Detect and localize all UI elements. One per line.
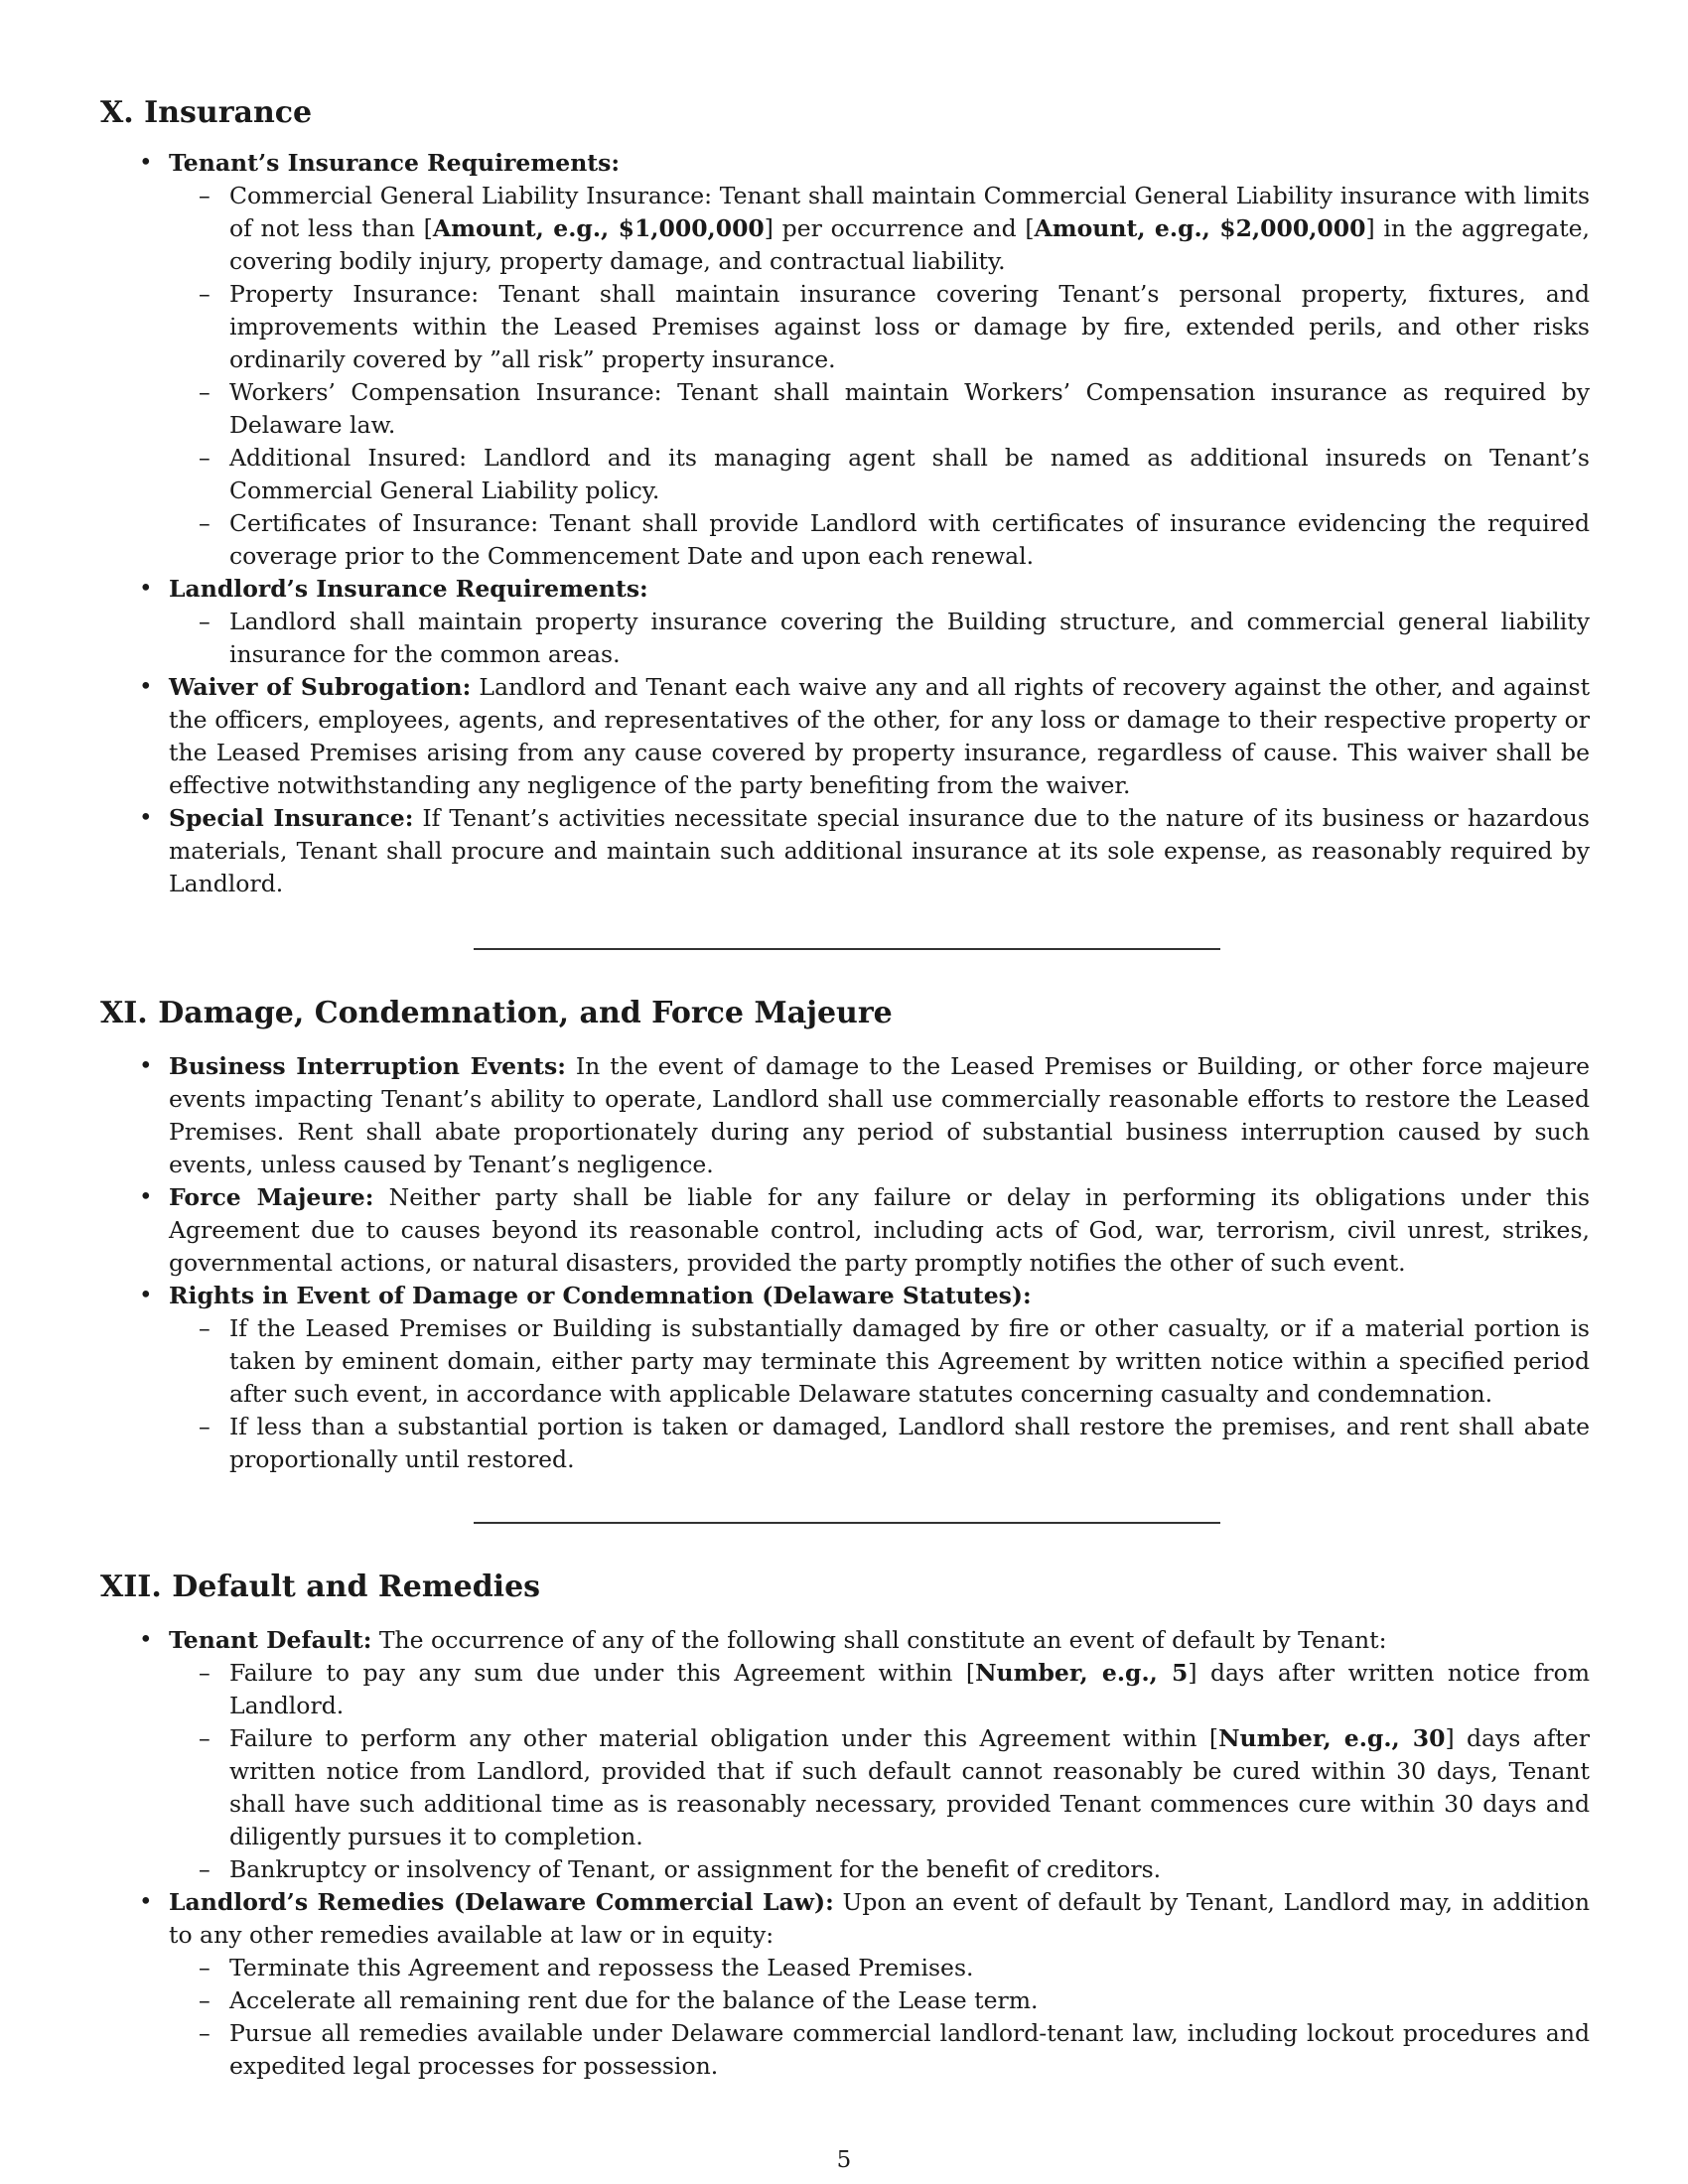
item-text: ] in the aggregate, covering bodily injury, property damage, and contractual liability. xyxy=(229,214,1591,275)
list-item: – Bankruptcy or insolvency of Tenant, or assignment for the benefit of creditors. xyxy=(229,1853,1590,1886)
list-item xyxy=(169,573,1590,671)
placeholder-number: Number, e.g., 5 xyxy=(975,1659,1189,1687)
default-list xyxy=(100,1624,1590,2083)
section-divider xyxy=(474,1522,1220,1524)
list-item: – Additional Insured: Landlord and its managing agent shall be named as additional insureds on Tenant’s Commercial General Liability policy. xyxy=(229,442,1590,507)
item-label: Landlord’s Insurance Requirements: xyxy=(169,575,648,603)
section-insurance xyxy=(100,147,1590,900)
list-item xyxy=(169,802,1590,900)
item-text: Commercial General Liability Insurance: Tenant shall maintain Commercial General Liability insurance with limits of not less than [ xyxy=(229,182,1590,242)
list-item xyxy=(169,671,1590,802)
list-item xyxy=(169,1181,1590,1280)
sub-list xyxy=(169,606,1590,671)
list-item: – Accelerate all remaining rent due for the balance of the Lease term. xyxy=(229,1984,1590,2017)
section-damage xyxy=(100,1050,1590,1476)
item-label: Business Interruption Events: xyxy=(169,1052,566,1080)
item-text: Neither party shall be liable for any failure or delay in performing its obligations under this Agreement due to causes beyond its reasonable control, including acts of God, war, terrorism, civil unrest, strikes, governmental actions, or natural disasters, provided the party promptly notifies the other of such event. xyxy=(169,1183,1590,1277)
item-text: ] days after written notice from Landlord. xyxy=(229,1659,1591,1719)
item-label: Landlord’s Remedies (Delaware Commercial Law): xyxy=(169,1888,834,1916)
item-text: ] days after written notice from Landlord, provided that if such default cannot reasonably be cured within 30 days, Tenant shall have such additional time as is reasonably necessary, provided Tenant commences cure within 30 days and diligently pursues it to completion. xyxy=(229,1724,1590,1850)
section-title-default: XII. Default and Remedies xyxy=(100,1570,541,1604)
item-label: Tenant Default: xyxy=(169,1626,372,1654)
section-title-insurance: X. Insurance xyxy=(100,95,313,130)
item-text: Upon an event of default by Tenant, Landlord may, in addition to any other remedies available at law or in equity: xyxy=(169,1888,1590,1949)
list-item xyxy=(169,1624,1590,1886)
item-text: If Tenant’s activities necessitate special insurance due to the nature of its business or hazardous materials, Tenant shall procure and maintain such additional insurance at its sole expense, as reasonably required by Landlord. xyxy=(169,804,1590,897)
item-label: Special Insurance: xyxy=(169,804,414,832)
section-title-damage: XI. Damage, Condemnation, and Force Majeure xyxy=(100,996,893,1030)
item-text: Landlord and Tenant each waive any and all rights of recovery against the other, and against the officers, employees, agents, and representatives of the other, for any loss or damage to their respective property or the Leased Premises arising from any cause covered by property insurance, regardless of cause. This waiver shall be effective notwithstanding any negligence of the party benefiting from the waiver. xyxy=(169,673,1591,799)
sub-list xyxy=(169,1657,1590,1886)
item-text: ] per occurrence and [ xyxy=(764,214,1035,242)
item-label: Force Majeure: xyxy=(169,1183,374,1211)
list-item xyxy=(169,1280,1590,1476)
placeholder-number: Number, e.g., 30 xyxy=(1218,1724,1446,1752)
list-item xyxy=(169,147,1590,573)
list-item xyxy=(169,1050,1590,1181)
list-item: – Pursue all remedies available under Delaware commercial landlord-tenant law, including lockout procedures and expedited legal processes for possession. xyxy=(229,2017,1590,2083)
section-default xyxy=(100,1624,1590,2083)
list-item xyxy=(229,1657,1590,1722)
sub-list xyxy=(169,180,1590,573)
placeholder-amount: Amount, e.g., $2,000,000 xyxy=(1034,214,1366,242)
list-item: – Landlord shall maintain property insurance covering the Building structure, and commercial general liability insurance for the common areas. xyxy=(229,606,1590,671)
item-label: Tenant’s Insurance Requirements: xyxy=(169,149,621,177)
list-item: – If the Leased Premises or Building is substantially damaged by fire or other casualty, or if a material portion is taken by eminent domain, either party may terminate this Agreement by written notice within a specified period after such event, in accordance with applicable Delaware statutes concerning casualty and condemnation. xyxy=(229,1312,1590,1411)
item-label: Rights in Event of Damage or Condemnation (Delaware Statutes): xyxy=(169,1282,1032,1309)
list-item: – Workers’ Compensation Insurance: Tenant shall maintain Workers’ Compensation insurance as required by Delaware law. xyxy=(229,376,1590,442)
list-item xyxy=(169,1886,1590,2083)
list-item xyxy=(229,1722,1590,1853)
page-number: 5 xyxy=(836,2147,852,2173)
list-item: – If less than a substantial portion is taken or damaged, Landlord shall restore the premises, and rent shall abate proportionally until restored. xyxy=(229,1411,1590,1476)
damage-list xyxy=(100,1050,1590,1476)
sub-list xyxy=(169,1952,1590,2083)
sub-list xyxy=(169,1312,1590,1476)
list-item: – Terminate this Agreement and repossess the Leased Premises. xyxy=(229,1952,1590,1984)
item-label: Waiver of Subrogation: xyxy=(169,673,472,701)
placeholder-amount: Amount, e.g., $1,000,000 xyxy=(432,214,765,242)
item-text: Failure to perform any other material obligation under this Agreement within [ xyxy=(229,1724,1219,1752)
section-divider xyxy=(474,948,1220,950)
list-item xyxy=(229,180,1590,278)
list-item: – Certificates of Insurance: Tenant shall provide Landlord with certificates of insurance evidencing the required coverage prior to the Commencement Date and upon each renewal. xyxy=(229,507,1590,573)
item-text: The occurrence of any of the following shall constitute an event of default by Tenant: xyxy=(371,1626,1387,1654)
insurance-list xyxy=(100,147,1590,900)
item-text: In the event of damage to the Leased Premises or Building, or other force majeure events impacting Tenant’s ability to operate, Landlord shall use commercially reasonable efforts to restore the Leased Premises. Rent shall abate proportionately during any period of substantial business interruption caused by such events, unless caused by Tenant’s negligence. xyxy=(169,1052,1590,1178)
list-item: – Property Insurance: Tenant shall maintain insurance covering Tenant’s personal property, fixtures, and improvements within the Leased Premises against loss or damage by fire, extended perils, and other risks ordinarily covered by ”all risk” property insurance. xyxy=(229,278,1590,376)
item-text: Failure to pay any sum due under this Agreement within [ xyxy=(229,1659,976,1687)
